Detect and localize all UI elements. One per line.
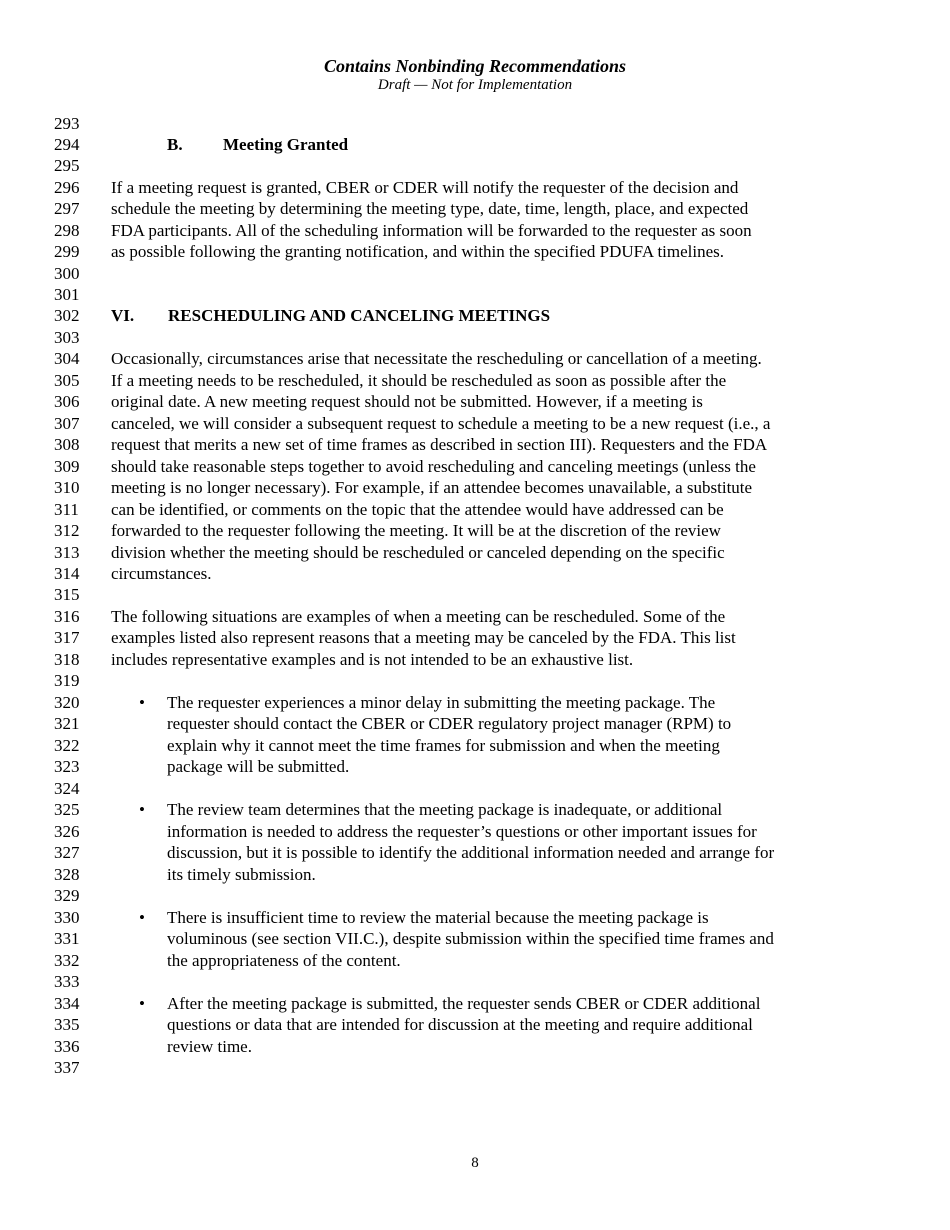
- page-number: 8: [471, 1155, 479, 1171]
- section-heading-vi: [0, 305, 950, 327]
- paragraph-text: division whether the meeting should be rescheduled or canceled depending on the specific: [111, 543, 725, 562]
- line: [0, 263, 950, 285]
- line-number: 300: [54, 264, 80, 283]
- paragraph-text: circumstances.: [111, 564, 212, 583]
- bullet-line: [0, 928, 950, 950]
- line-number: 326: [54, 822, 80, 841]
- paragraph-text: schedule the meeting by determining the meeting type, date, time, length, place, and expected: [111, 199, 749, 218]
- bullet-line: [0, 735, 950, 757]
- bullet-icon: •: [139, 693, 145, 712]
- paragraph-line: [0, 477, 950, 499]
- paragraph-line: [0, 220, 950, 242]
- line-number: 302: [54, 306, 80, 325]
- paragraph-text: should take reasonable steps together to avoid rescheduling and canceling meetings (unless the: [111, 457, 756, 476]
- bullet-text: its timely submission.: [167, 865, 316, 884]
- line-number: 304: [54, 349, 80, 368]
- line-number: 308: [54, 435, 80, 454]
- paragraph-text: canceled, we will consider a subsequent request to schedule a meeting to be a new request (i.e., a: [111, 414, 771, 433]
- line-number: 329: [54, 886, 80, 905]
- bullet-text: questions or data that are intended for discussion at the meeting and require additional: [167, 1015, 753, 1034]
- paragraph-line: [0, 370, 950, 392]
- bullet-text: explain why it cannot meet the time frames for submission and when the meeting: [167, 736, 720, 755]
- line-number: 299: [54, 242, 80, 261]
- line-number: 305: [54, 371, 80, 390]
- paragraph-text: If a meeting needs to be rescheduled, it should be rescheduled as soon as possible after the: [111, 371, 727, 390]
- line-number: 296: [54, 178, 80, 197]
- line-number: 323: [54, 757, 80, 776]
- paragraph-line: [0, 456, 950, 478]
- line-number: 311: [54, 500, 79, 519]
- line-number: 315: [54, 585, 80, 604]
- line-number: 318: [54, 650, 80, 669]
- paragraph-text: forwarded to the requester following the meeting. It will be at the discretion of the review: [111, 521, 721, 540]
- paragraph-line: [0, 520, 950, 542]
- paragraph-text: original date. A new meeting request should not be submitted. However, if a meeting is: [111, 392, 703, 411]
- line-number: 322: [54, 736, 80, 755]
- line-number: 320: [54, 693, 80, 712]
- line-number: 319: [54, 671, 80, 690]
- bullet-text: review time.: [167, 1037, 252, 1056]
- paragraph-line: [0, 606, 950, 628]
- paragraph-text: request that merits a new set of time frames as described in section III). Requesters and the FDA: [111, 435, 768, 454]
- line-number: 337: [54, 1058, 80, 1077]
- paragraph-line: [0, 649, 950, 671]
- line-number: 324: [54, 779, 80, 798]
- bullet-line: [0, 950, 950, 972]
- line: [0, 327, 950, 349]
- bullet-line: [0, 842, 950, 864]
- paragraph-text: FDA participants. All of the scheduling information will be forwarded to the requester as soon: [111, 221, 752, 240]
- section-title: Meeting Granted: [223, 135, 349, 154]
- paragraph-text: Occasionally, circumstances arise that necessitate the rescheduling or cancellation of a meeting.: [111, 349, 762, 368]
- paragraph-text: The following situations are examples of when a meeting can be rescheduled. Some of the: [111, 607, 726, 626]
- bullet-icon: •: [139, 908, 145, 927]
- bullet-line: [0, 756, 950, 778]
- section-title: RESCHEDULING AND CANCELING MEETINGS: [168, 306, 551, 325]
- bullet-line: [0, 993, 950, 1015]
- paragraph-line: [0, 241, 950, 263]
- bullet-line: [0, 821, 950, 843]
- line-number: 331: [54, 929, 80, 948]
- line-number: 303: [54, 328, 80, 347]
- bullet-line: [0, 1014, 950, 1036]
- line: [0, 284, 950, 306]
- bullet-text: the appropriateness of the content.: [167, 951, 401, 970]
- section-letter: B.: [167, 135, 183, 154]
- paragraph-line: [0, 413, 950, 435]
- bullet-text: The requester experiences a minor delay in submitting the meeting package. The: [167, 693, 716, 712]
- paragraph-line: [0, 348, 950, 370]
- line-number: 307: [54, 414, 80, 433]
- paragraph-text: as possible following the granting notification, and within the specified PDUFA timelines.: [111, 242, 725, 261]
- paragraph-text: can be identified, or comments on the topic that the attendee would have addressed can be: [111, 500, 724, 519]
- paragraph-line: [0, 434, 950, 456]
- paragraph-text: examples listed also represent reasons that a meeting may be canceled by the FDA. This list: [111, 628, 736, 647]
- paragraph-text: If a meeting request is granted, CBER or CDER will notify the requester of the decision and: [111, 178, 739, 197]
- bullet-icon: •: [139, 800, 145, 819]
- line: [0, 113, 950, 135]
- line: [0, 885, 950, 907]
- bullet-line: [0, 1036, 950, 1058]
- line-number: 336: [54, 1037, 80, 1056]
- bullet-text: information is needed to address the requester’s questions or other important issues for: [167, 822, 757, 841]
- line-number: 333: [54, 972, 80, 991]
- line-number: 301: [54, 285, 80, 304]
- line-number: 295: [54, 156, 80, 175]
- line-number: 309: [54, 457, 80, 476]
- bullet-text: package will be submitted.: [167, 757, 350, 776]
- line-number: 298: [54, 221, 80, 240]
- line-number: 314: [54, 564, 80, 583]
- bullet-line: [0, 713, 950, 735]
- line-number: 321: [54, 714, 80, 733]
- paragraph-line: [0, 563, 950, 585]
- line-number: 335: [54, 1015, 80, 1034]
- bullet-text: The review team determines that the meeting package is inadequate, or additional: [167, 800, 723, 819]
- paragraph-text: includes representative examples and is not intended to be an exhaustive list.: [111, 650, 634, 669]
- bullet-line: [0, 799, 950, 821]
- line: [0, 670, 950, 692]
- line-number: 313: [54, 543, 80, 562]
- header-title: Contains Nonbinding Recommendations: [323, 56, 627, 76]
- line-number: 317: [54, 628, 80, 647]
- bullet-line: [0, 692, 950, 714]
- line-number: 297: [54, 199, 80, 218]
- line: [0, 155, 950, 177]
- line-number: 310: [54, 478, 80, 497]
- paragraph-line: [0, 198, 950, 220]
- paragraph-line: [0, 627, 950, 649]
- line-number: 316: [54, 607, 80, 626]
- bullet-text: discussion, but it is possible to identify the additional information needed and arrange for: [167, 843, 775, 862]
- paragraph-text: meeting is no longer necessary). For example, if an attendee becomes unavailable, a substitute: [111, 478, 753, 497]
- line-number: 306: [54, 392, 80, 411]
- line-number: 325: [54, 800, 80, 819]
- paragraph-line: [0, 542, 950, 564]
- section-heading-b: [0, 134, 950, 156]
- line: [0, 584, 950, 606]
- line: [0, 971, 950, 993]
- paragraph-line: [0, 499, 950, 521]
- bullet-line: [0, 864, 950, 886]
- bullet-line: [0, 907, 950, 929]
- bullet-text: requester should contact the CBER or CDER regulatory project manager (RPM) to: [167, 714, 732, 733]
- line-number: 327: [54, 843, 80, 862]
- line-number: 332: [54, 951, 80, 970]
- line-number: 328: [54, 865, 80, 884]
- bullet-text: After the meeting package is submitted, the requester sends CBER or CDER additional: [167, 994, 761, 1013]
- line: [0, 778, 950, 800]
- bullet-text: voluminous (see section VII.C.), despite submission within the specified time frames and: [167, 929, 774, 948]
- line-number: 334: [54, 994, 80, 1013]
- paragraph-line: [0, 177, 950, 199]
- bullet-text: There is insufficient time to review the material because the meeting package is: [167, 908, 709, 927]
- line-number: 330: [54, 908, 80, 927]
- paragraph-line: [0, 391, 950, 413]
- line: [0, 1057, 950, 1079]
- header-subtitle: Draft — Not for Implementation: [377, 77, 573, 93]
- line-number: 312: [54, 521, 80, 540]
- bullet-icon: •: [139, 994, 145, 1013]
- section-numeral: VI.: [111, 306, 135, 325]
- line-number: 294: [54, 135, 80, 154]
- line-number: 293: [54, 114, 80, 133]
